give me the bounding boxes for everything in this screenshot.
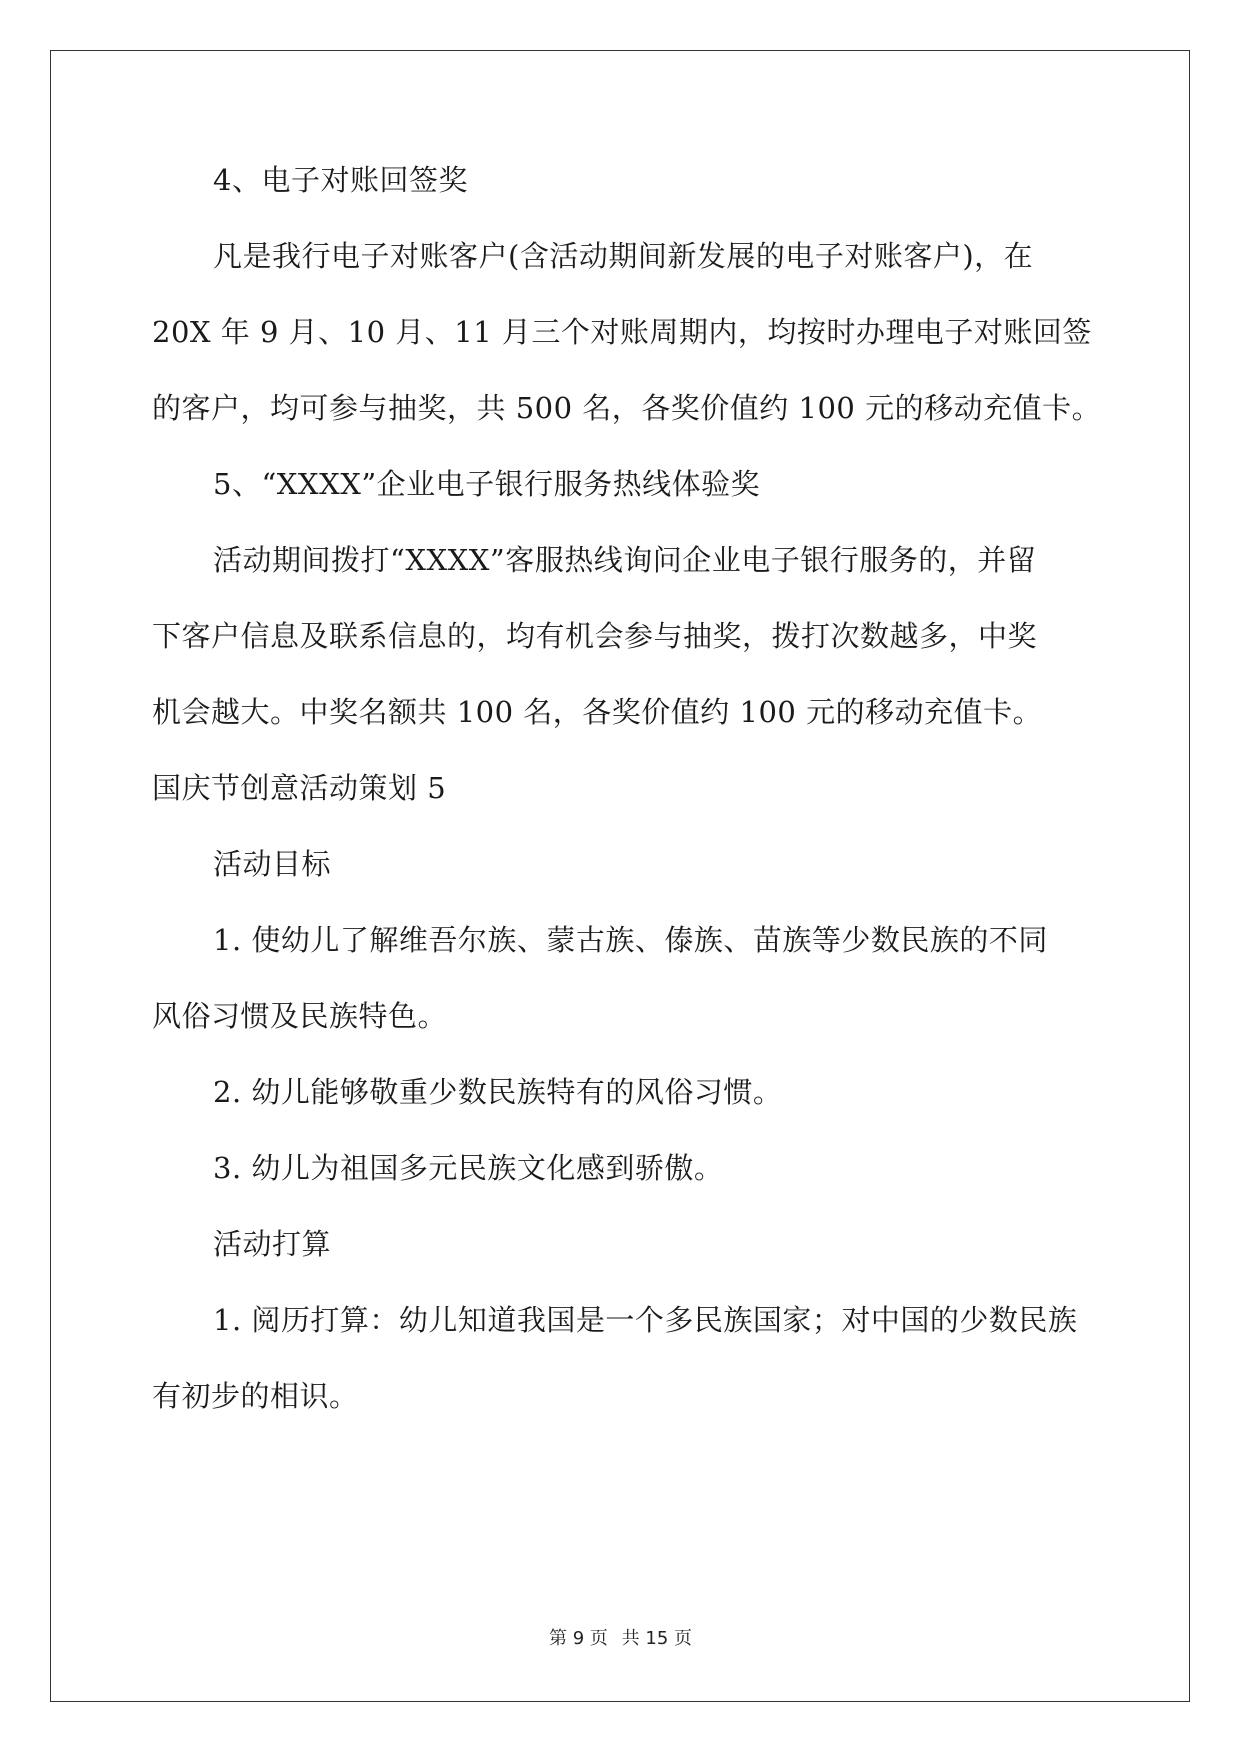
paragraph-line: 20X 年 9 月、10 月、11 月三个对账周期内，均按时办理电子对账回签 (152, 315, 1092, 349)
list-item-continuation: 风俗习惯及民族特色。 (152, 999, 448, 1033)
paragraph-line: 凡是我行电子对账客户(含活动期间新发展的电子对账客户)，在 (213, 239, 1034, 273)
subheading-activity-goals: 活动目标 (213, 847, 332, 881)
subheading-activity-preparation: 活动打算 (213, 1227, 332, 1261)
list-item: 2. 幼儿能够敬重少数民族特有的风俗习惯。 (213, 1075, 783, 1109)
page-footer (0, 1624, 1241, 1650)
section-title: 国庆节创意活动策划 5 (152, 771, 447, 805)
heading-hotline-experience: 5、“XXXX”企业电子银行服务热线体验奖 (213, 467, 761, 501)
list-item: 1. 阅历打算：幼儿知道我国是一个多民族国家；对中国的少数民族 (213, 1303, 1078, 1337)
paragraph-line: 机会越大。中奖名额共 100 名，各奖价值约 100 元的移动充值卡。 (152, 695, 1043, 729)
paragraph-line: 的客户，均可参与抽奖，共 500 名，各奖价值约 100 元的移动充值卡。 (152, 391, 1102, 425)
paragraph-line: 活动期间拨打“XXXX”客服热线询问企业电子银行服务的，并留 (213, 543, 1037, 577)
list-item-continuation: 有初步的相识。 (152, 1379, 359, 1413)
list-item: 1. 使幼儿了解维吾尔族、蒙古族、傣族、苗族等少数民族的不同 (213, 923, 1048, 957)
list-item: 3. 幼儿为祖国多元民族文化感到骄傲。 (213, 1151, 724, 1185)
page-total: 共 15 页 (621, 1628, 692, 1649)
heading-electronic-reconciliation: 4、电子对账回签奖 (213, 163, 468, 197)
page-number: 第 9 页 (549, 1628, 608, 1649)
paragraph-line: 下客户信息及联系信息的，均有机会参与抽奖，拨打次数越多，中奖 (152, 619, 1038, 653)
